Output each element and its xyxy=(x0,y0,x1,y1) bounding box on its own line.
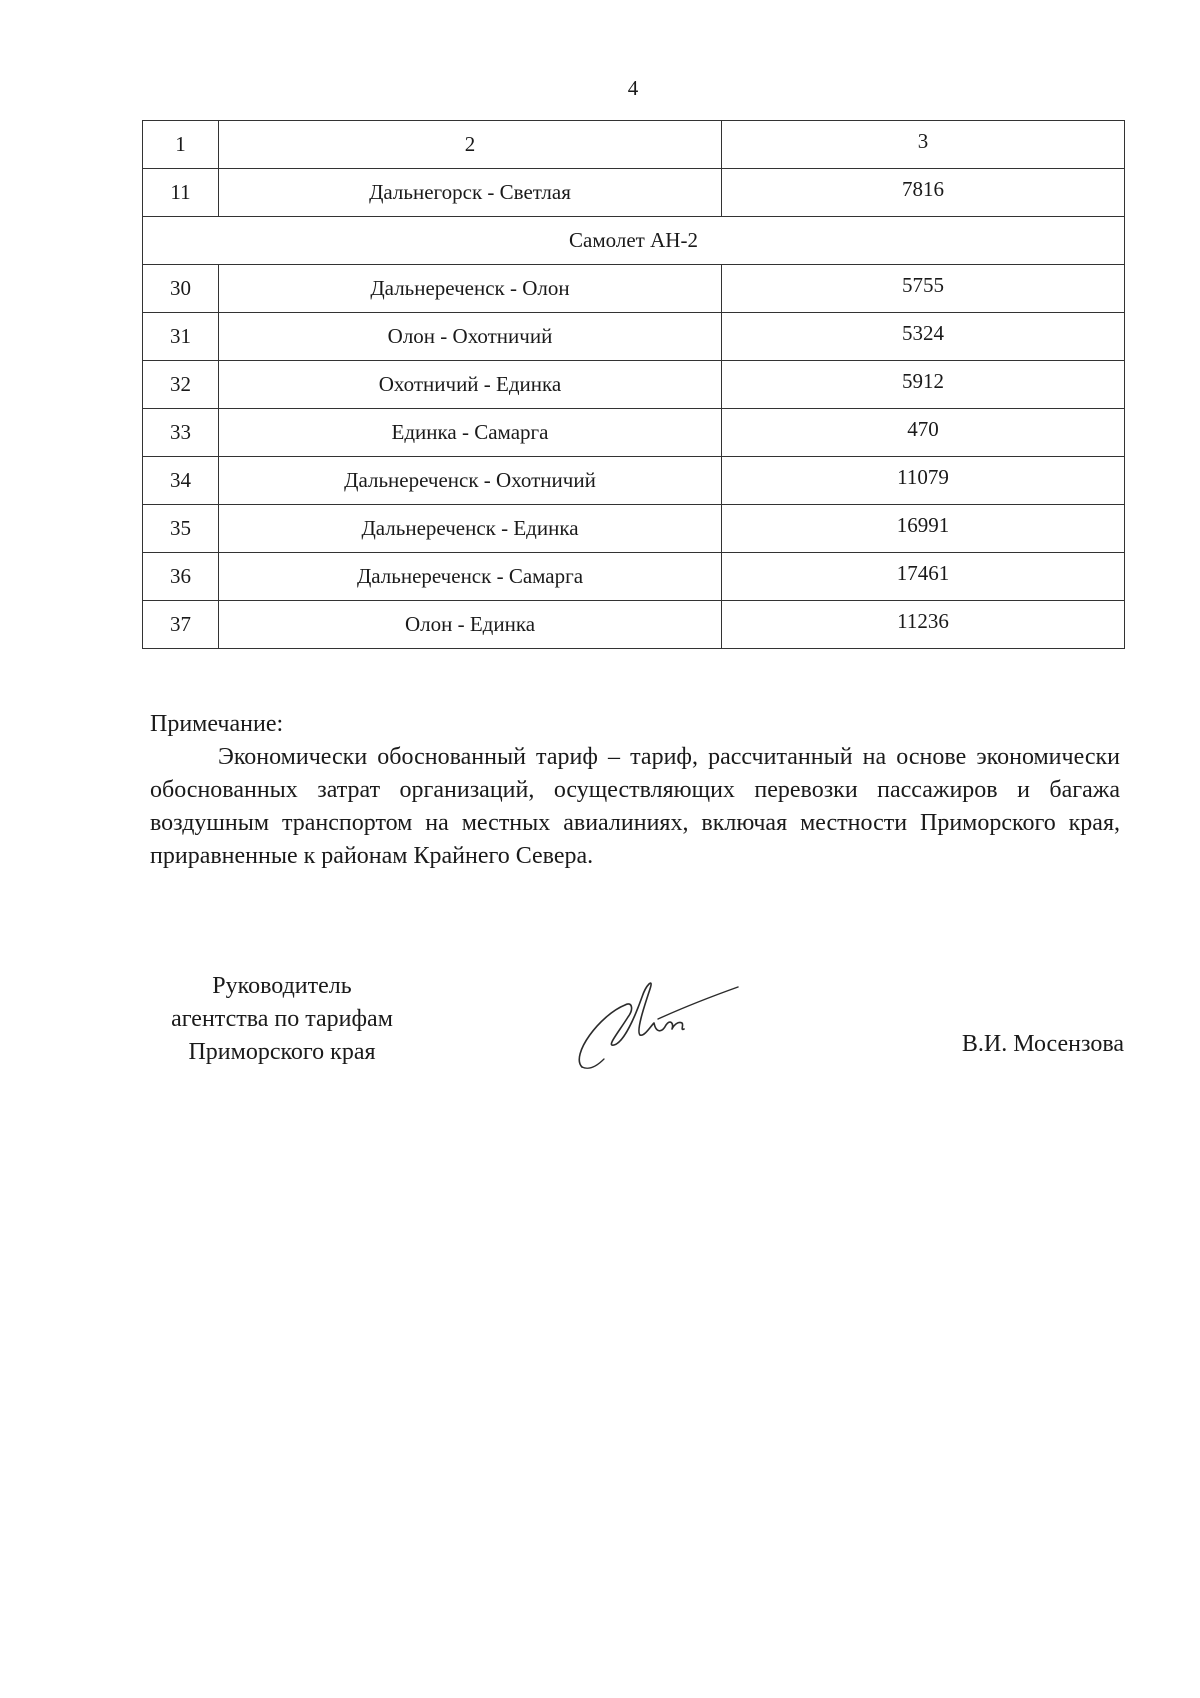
row-route-cell: Дальнереченск - Единка xyxy=(219,505,722,553)
row-route-cell: Охотничий - Единка xyxy=(219,361,722,409)
tariff-table xyxy=(142,120,1125,649)
row-number-cell: 36 xyxy=(143,553,219,601)
tariff-table-body xyxy=(143,121,1125,649)
note-block xyxy=(150,708,1120,873)
row-number-cell: 35 xyxy=(143,505,219,553)
table-row xyxy=(143,169,1125,217)
row-number-cell: 32 xyxy=(143,361,219,409)
table-row xyxy=(143,265,1125,313)
row-number-cell: 37 xyxy=(143,601,219,649)
table-row xyxy=(143,601,1125,649)
group-title-cell: Самолет АН-2 xyxy=(143,217,1125,265)
table-row xyxy=(143,409,1125,457)
row-tariff-cell: 470 xyxy=(722,409,1125,457)
handwritten-signature-icon xyxy=(570,975,740,1075)
row-route-cell: Дальнереченск - Самарга xyxy=(219,553,722,601)
table-row xyxy=(143,505,1125,553)
row-tariff-cell: 17461 xyxy=(722,553,1125,601)
row-tariff-cell: 5912 xyxy=(722,361,1125,409)
note-text: Экономически обоснованный тариф – тариф, рассчитанный на основе экономически обоснованных затрат организаций, осуществляющих перевозки пассажиров и багажа воздушным транспортом на местных авиалиниях, включая местности Приморского края, приравненные к районам Крайнего Севера. xyxy=(150,744,1120,869)
signer-name: В.И. Мосензова xyxy=(961,1031,1124,1057)
table-header-row xyxy=(143,121,1125,169)
row-number-cell: 34 xyxy=(143,457,219,505)
note-title: Примечание: xyxy=(150,711,284,737)
row-tariff-cell: 11079 xyxy=(722,457,1125,505)
row-route-cell: Дальнереченск - Олон xyxy=(219,265,722,313)
table-row xyxy=(143,457,1125,505)
signer-position-line-1: Руководитель xyxy=(212,973,352,999)
table-row xyxy=(143,313,1125,361)
row-number-cell: 33 xyxy=(143,409,219,457)
signer-position xyxy=(140,970,424,1069)
row-route-cell: Дальнереченск - Охотничий xyxy=(219,457,722,505)
page-number: 4 xyxy=(627,76,639,100)
row-tariff-cell: 11236 xyxy=(722,601,1125,649)
table-row xyxy=(143,553,1125,601)
table-group-row xyxy=(143,217,1125,265)
row-tariff-cell: 7816 xyxy=(722,169,1125,217)
header-cell-route: 2 xyxy=(219,121,722,169)
row-route-cell: Дальнегорск - Светлая xyxy=(219,169,722,217)
header-cell-tariff: 3 xyxy=(722,121,1125,169)
header-cell-number: 1 xyxy=(143,121,219,169)
row-number-cell: 31 xyxy=(143,313,219,361)
table-row xyxy=(143,361,1125,409)
row-tariff-cell: 16991 xyxy=(722,505,1125,553)
row-number-cell: 30 xyxy=(143,265,219,313)
row-route-cell: Олон - Единка xyxy=(219,601,722,649)
signer-position-line-2: агентства по тарифам xyxy=(171,1006,393,1032)
row-tariff-cell: 5324 xyxy=(722,313,1125,361)
row-number-cell: 11 xyxy=(143,169,219,217)
row-tariff-cell: 5755 xyxy=(722,265,1125,313)
signer-position-line-3: Приморского края xyxy=(188,1039,376,1065)
row-route-cell: Единка - Самарга xyxy=(219,409,722,457)
row-route-cell: Олон - Охотничий xyxy=(219,313,722,361)
